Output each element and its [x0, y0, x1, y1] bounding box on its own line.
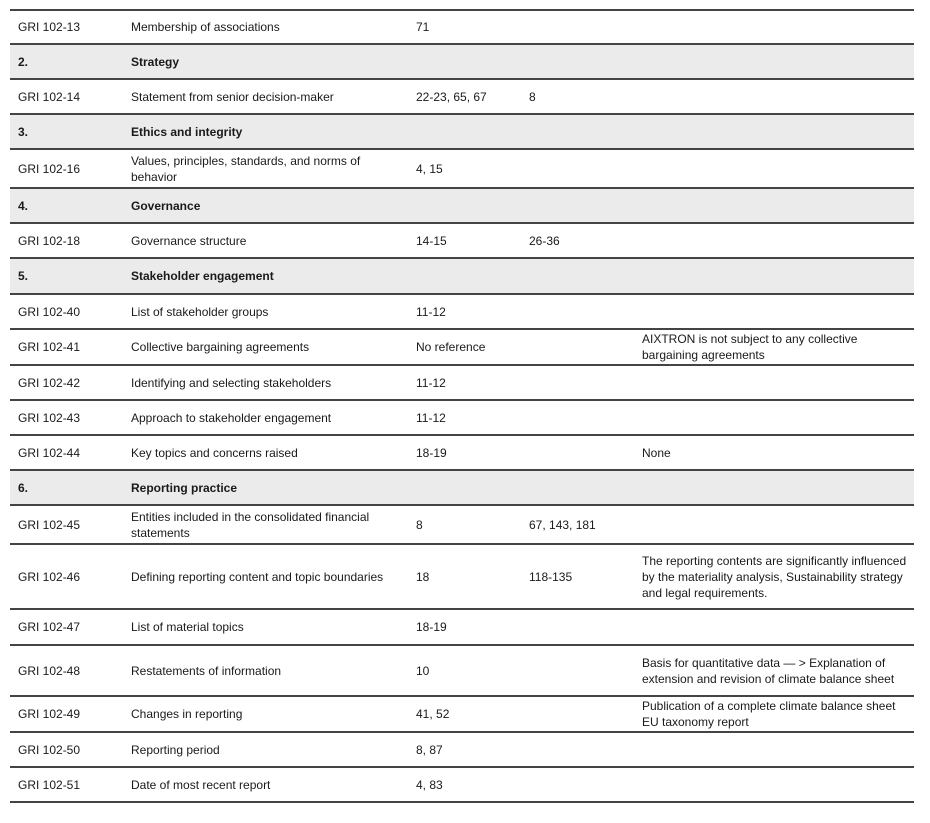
- table-row: [10, 435, 914, 470]
- report-pages: 8, 87: [408, 732, 521, 767]
- table-row: [10, 544, 914, 609]
- table-row: [10, 732, 914, 767]
- section-title: Strategy: [123, 44, 914, 79]
- report-pages: 11-12: [408, 365, 521, 400]
- gri-code: GRI 102-41: [10, 329, 123, 365]
- annual-report-pages: [521, 645, 634, 696]
- report-pages: 10: [408, 645, 521, 696]
- disclosure-title: Identifying and selecting stakeholders: [123, 365, 408, 400]
- gri-code: GRI 102-46: [10, 544, 123, 609]
- annual-report-pages: [521, 10, 634, 44]
- gri-code: GRI 102-47: [10, 609, 123, 645]
- disclosure-title: Defining reporting content and topic boundaries: [123, 544, 408, 609]
- disclosure-title: Governance structure: [123, 223, 408, 258]
- section-title: Stakeholder engagement: [123, 258, 914, 294]
- gri-code: GRI 102-48: [10, 645, 123, 696]
- comment: [634, 10, 914, 44]
- table-row: [10, 10, 914, 44]
- disclosure-title: Entities included in the consolidated financial statements: [123, 505, 408, 544]
- gri-code: GRI 102-14: [10, 79, 123, 114]
- section-title: Reporting practice: [123, 470, 914, 505]
- disclosure-title: List of material topics: [123, 609, 408, 645]
- section-row: [10, 114, 914, 149]
- section-row: [10, 44, 914, 79]
- gri-code: GRI 102-18: [10, 223, 123, 258]
- gri-code: GRI 102-40: [10, 294, 123, 329]
- annual-report-pages: [521, 609, 634, 645]
- annual-report-pages: [521, 400, 634, 435]
- comment: [634, 505, 914, 544]
- report-pages: 4, 15: [408, 149, 521, 188]
- gri-code: GRI 102-49: [10, 696, 123, 732]
- table-row: [10, 645, 914, 696]
- report-pages: No reference: [408, 329, 521, 365]
- comment: [634, 223, 914, 258]
- section-number: 2.: [10, 44, 123, 79]
- comment: The reporting contents are significantly influenced by the materiality analysis, Sustainability strategy and legal requirements.: [634, 544, 914, 609]
- section-title: Ethics and integrity: [123, 114, 914, 149]
- annual-report-pages: 26-36: [521, 223, 634, 258]
- annual-report-pages: [521, 329, 634, 365]
- annual-report-pages: [521, 435, 634, 470]
- annual-report-pages: [521, 365, 634, 400]
- report-pages: 41, 52: [408, 696, 521, 732]
- comment: [634, 400, 914, 435]
- gri-code: GRI 102-42: [10, 365, 123, 400]
- disclosure-title: Values, principles, standards, and norms of behavior: [123, 149, 408, 188]
- section-row: [10, 258, 914, 294]
- section-number: 5.: [10, 258, 123, 294]
- gri-index-table-body: [10, 10, 914, 802]
- table-row: [10, 223, 914, 258]
- comment: [634, 365, 914, 400]
- table-row: [10, 149, 914, 188]
- disclosure-title: Statement from senior decision-maker: [123, 79, 408, 114]
- disclosure-title: Date of most recent report: [123, 767, 408, 802]
- section-number: 6.: [10, 470, 123, 505]
- comment: AIXTRON is not subject to any collective bargaining agreements: [634, 329, 914, 365]
- section-row: [10, 188, 914, 223]
- table-row: [10, 329, 914, 365]
- disclosure-title: Restatements of information: [123, 645, 408, 696]
- table-row: [10, 767, 914, 802]
- section-number: 3.: [10, 114, 123, 149]
- table-row: [10, 365, 914, 400]
- report-pages: 18-19: [408, 609, 521, 645]
- comment: Publication of a complete climate balance sheet EU taxonomy report: [634, 696, 914, 732]
- table-row: [10, 79, 914, 114]
- disclosure-title: Membership of associations: [123, 10, 408, 44]
- report-pages: 8: [408, 505, 521, 544]
- disclosure-title: List of stakeholder groups: [123, 294, 408, 329]
- gri-code: GRI 102-16: [10, 149, 123, 188]
- section-number: 4.: [10, 188, 123, 223]
- report-pages: 14-15: [408, 223, 521, 258]
- table-row: [10, 294, 914, 329]
- gri-code: GRI 102-45: [10, 505, 123, 544]
- gri-code: GRI 102-43: [10, 400, 123, 435]
- comment: [634, 609, 914, 645]
- disclosure-title: Changes in reporting: [123, 696, 408, 732]
- disclosure-title: Reporting period: [123, 732, 408, 767]
- gri-index-table-container: [10, 9, 914, 803]
- gri-code: GRI 102-13: [10, 10, 123, 44]
- annual-report-pages: [521, 767, 634, 802]
- report-pages: 22-23, 65, 67: [408, 79, 521, 114]
- table-row: [10, 400, 914, 435]
- annual-report-pages: [521, 149, 634, 188]
- comment: Basis for quantitative data — > Explanation of extension and revision of climate balance sheet: [634, 645, 914, 696]
- report-pages: 11-12: [408, 294, 521, 329]
- annual-report-pages: [521, 294, 634, 329]
- comment: None: [634, 435, 914, 470]
- table-row: [10, 505, 914, 544]
- comment: [634, 732, 914, 767]
- table-row: [10, 696, 914, 732]
- report-pages: 11-12: [408, 400, 521, 435]
- disclosure-title: Approach to stakeholder engagement: [123, 400, 408, 435]
- comment: [634, 294, 914, 329]
- comment: [634, 767, 914, 802]
- annual-report-pages: [521, 732, 634, 767]
- report-pages: 18: [408, 544, 521, 609]
- section-title: Governance: [123, 188, 914, 223]
- gri-index-table: [10, 9, 914, 803]
- section-row: [10, 470, 914, 505]
- comment: [634, 149, 914, 188]
- gri-code: GRI 102-51: [10, 767, 123, 802]
- disclosure-title: Collective bargaining agreements: [123, 329, 408, 365]
- table-row: [10, 609, 914, 645]
- gri-code: GRI 102-50: [10, 732, 123, 767]
- annual-report-pages: 118-135: [521, 544, 634, 609]
- annual-report-pages: 67, 143, 181: [521, 505, 634, 544]
- annual-report-pages: 8: [521, 79, 634, 114]
- report-pages: 18-19: [408, 435, 521, 470]
- report-pages: 4, 83: [408, 767, 521, 802]
- annual-report-pages: [521, 696, 634, 732]
- report-pages: 71: [408, 10, 521, 44]
- gri-code: GRI 102-44: [10, 435, 123, 470]
- comment: [634, 79, 914, 114]
- disclosure-title: Key topics and concerns raised: [123, 435, 408, 470]
